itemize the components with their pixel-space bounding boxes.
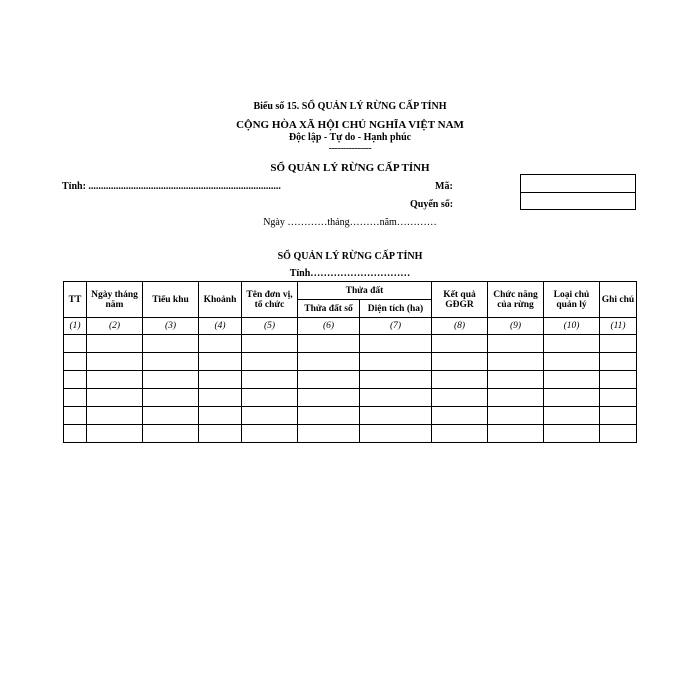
table-cell: [64, 425, 87, 443]
table-cell: [544, 371, 600, 389]
column-number: (3): [143, 318, 199, 335]
table-cell: [64, 353, 87, 371]
table-cell: [600, 407, 637, 425]
column-number: (9): [488, 318, 544, 335]
column-number: (10): [544, 318, 600, 335]
table-cell: [298, 425, 360, 443]
table-cell: [87, 353, 143, 371]
table-cell: [64, 407, 87, 425]
date-line: Ngày …………tháng………năm…………: [263, 217, 437, 228]
header-land-no: Thửa đất số: [298, 300, 360, 318]
table-cell: [199, 389, 242, 407]
table-cell: [143, 389, 199, 407]
table-cell: [298, 407, 360, 425]
motto: Độc lập - Tự do - Hạnh phúc: [288, 132, 412, 143]
column-number: (8): [432, 318, 488, 335]
code-box: [520, 174, 636, 210]
table-cell: [432, 371, 488, 389]
table-cell: [199, 353, 242, 371]
table-cell: [143, 371, 199, 389]
table-cell: [360, 407, 432, 425]
header-plot: Khoảnh: [199, 282, 242, 318]
code-box-cell: [521, 175, 635, 193]
table-cell: [544, 335, 600, 353]
table-cell: [360, 335, 432, 353]
code-label: Mã:: [435, 181, 453, 192]
table-row: [64, 353, 637, 371]
table-cell: [87, 371, 143, 389]
header-result: Kết quả GĐGR: [432, 282, 488, 318]
section-province: Tỉnh…………………………: [289, 268, 411, 279]
header-function: Chức năng của rừng: [488, 282, 544, 318]
table-cell: [64, 335, 87, 353]
column-number: (2): [87, 318, 143, 335]
table-cell: [64, 371, 87, 389]
table-cell: [143, 353, 199, 371]
header-sub-zone: Tiểu khu: [143, 282, 199, 318]
table-cell: [432, 407, 488, 425]
header-area: Diện tích (ha): [360, 300, 432, 318]
volume-label: Quyển số:: [410, 199, 454, 210]
table-cell: [432, 353, 488, 371]
header-note: Ghi chú: [600, 282, 637, 318]
column-number: (7): [360, 318, 432, 335]
table-cell: [600, 371, 637, 389]
nation-header: CỘNG HÒA XÃ HỘI CHỦ NGHĨA VIỆT NAM: [236, 119, 464, 131]
records-table: [63, 281, 637, 443]
table-cell: [360, 371, 432, 389]
table-row: [64, 407, 637, 425]
table-cell: [242, 353, 298, 371]
table-row: [64, 425, 637, 443]
table-cell: [298, 389, 360, 407]
column-number: (1): [64, 318, 87, 335]
table-cell: [544, 425, 600, 443]
table-cell: [488, 389, 544, 407]
header-land-group: Thửa đất: [298, 282, 432, 300]
table-cell: [488, 371, 544, 389]
column-number: (4): [199, 318, 242, 335]
province-line: Tỉnh: .............................................................................: [62, 181, 281, 192]
book-title: SỔ QUẢN LÝ RỪNG CẤP TỈNH: [270, 162, 430, 174]
header-owner: Tên đơn vị, tổ chức: [242, 282, 298, 318]
table-cell: [199, 425, 242, 443]
table-cell: [242, 335, 298, 353]
column-number: (11): [600, 318, 637, 335]
records-body: [64, 318, 637, 443]
table-cell: [199, 371, 242, 389]
table-cell: [360, 353, 432, 371]
table-row: [64, 335, 637, 353]
header-management: Loại chủ quản lý: [544, 282, 600, 318]
column-number-row: [64, 318, 637, 335]
table-cell: [143, 407, 199, 425]
table-cell: [600, 425, 637, 443]
table-cell: [143, 335, 199, 353]
table-cell: [360, 389, 432, 407]
table-cell: [544, 353, 600, 371]
table-row: [64, 389, 637, 407]
table-cell: [488, 407, 544, 425]
table-cell: [600, 389, 637, 407]
table-cell: [87, 425, 143, 443]
header-tt: TT: [64, 282, 87, 318]
table-cell: [432, 335, 488, 353]
table-cell: [360, 425, 432, 443]
table-cell: [87, 407, 143, 425]
table-cell: [600, 335, 637, 353]
table-cell: [544, 407, 600, 425]
table-cell: [242, 371, 298, 389]
table-cell: [64, 389, 87, 407]
column-number: (5): [242, 318, 298, 335]
table-cell: [488, 335, 544, 353]
table-cell: [143, 425, 199, 443]
table-cell: [600, 353, 637, 371]
table-cell: [488, 353, 544, 371]
table-cell: [432, 425, 488, 443]
section-title: SỔ QUẢN LÝ RỪNG CẤP TỈNH: [277, 251, 423, 262]
table-cell: [488, 425, 544, 443]
header-date: Ngày tháng năm: [87, 282, 143, 318]
table-cell: [242, 389, 298, 407]
form-title: Biểu số 15. SỔ QUẢN LÝ RỪNG CẤP TỈNH: [253, 101, 447, 112]
table-cell: [242, 425, 298, 443]
table-cell: [298, 335, 360, 353]
divider: ---------------: [328, 143, 372, 154]
column-number: (6): [298, 318, 360, 335]
table-cell: [298, 371, 360, 389]
table-cell: [87, 389, 143, 407]
table-cell: [298, 353, 360, 371]
table-cell: [199, 407, 242, 425]
table-cell: [87, 335, 143, 353]
table-cell: [432, 389, 488, 407]
table-cell: [242, 407, 298, 425]
table-row: [64, 371, 637, 389]
table-cell: [544, 389, 600, 407]
table-cell: [199, 335, 242, 353]
